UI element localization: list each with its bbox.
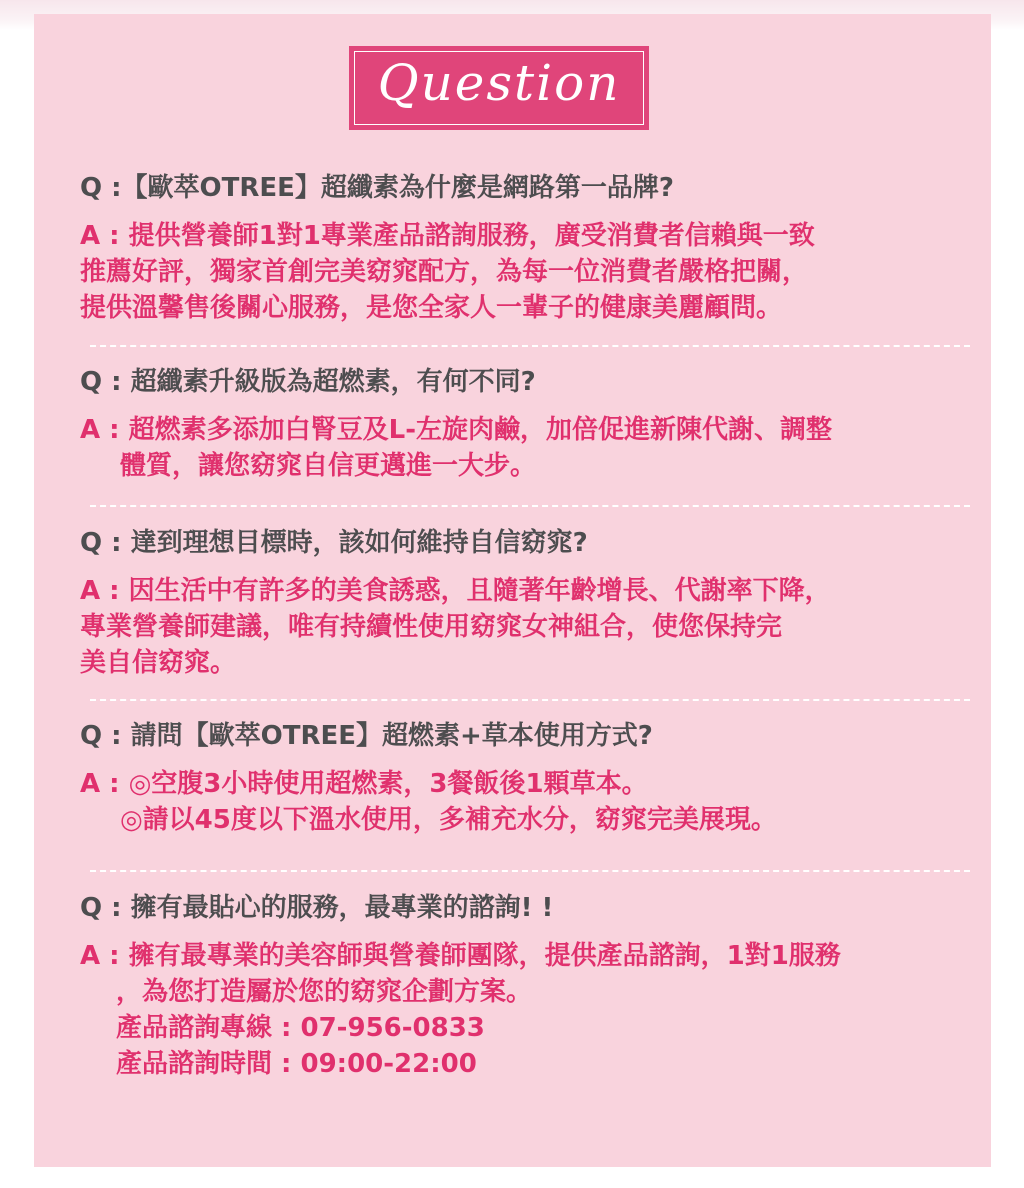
question-text: Q : 達到理想目標時，該如何維持自信窈窕? <box>80 528 588 558</box>
dashed-divider <box>90 699 970 701</box>
faq-item-4 <box>80 718 980 838</box>
answer-line: 體質，讓您窈窕自信更邁進一大步。 <box>120 451 537 481</box>
question-text: Q : 擁有最貼心的服務，最專業的諮詢! ! <box>80 893 554 923</box>
answer-line: 推薦好評，獨家首創完美窈窕配方，為每一位消費者嚴格把關， <box>80 257 809 287</box>
answer-line: A : 因生活中有許多的美食誘惑，且隨著年齡增長、代謝率下降， <box>80 576 831 606</box>
faq-item-2 <box>80 364 980 484</box>
question-title-badge <box>349 46 649 130</box>
question-text: Q : 超纖素升級版為超燃素，有何不同? <box>80 367 536 397</box>
service-hours-text: 產品諮詢時間 : 09:00-22:00 <box>116 1049 477 1079</box>
dashed-divider <box>90 345 970 347</box>
dashed-divider <box>90 870 970 872</box>
answer-line: A : 超燃素多添加白腎豆及L-左旋肉鹼，加倍促進新陳代謝、調整 <box>80 415 832 445</box>
answer-line: ，為您打造屬於您的窈窕企劃方案。 <box>116 977 533 1007</box>
answer-line: A : ◎空腹3小時使用超燃素，3餐飯後1顆草本。 <box>80 769 648 799</box>
faq-item-3 <box>80 525 980 681</box>
dashed-divider <box>90 505 970 507</box>
faq-item-5 <box>80 890 980 1082</box>
faq-item-1 <box>80 170 980 326</box>
answer-line: 提供溫馨售後關心服務，是您全家人一輩子的健康美麗顧問。 <box>80 293 783 323</box>
question-text: Q :【歐萃OTREE】超纖素為什麼是網路第一品牌? <box>80 173 675 203</box>
hotline-text: 產品諮詢專線 : 07-956-0833 <box>116 1013 485 1043</box>
answer-line: ◎請以45度以下溫水使用，多補充水分，窈窕完美展現。 <box>120 805 777 835</box>
answer-line: A : 擁有最專業的美容師與營養師團隊，提供產品諮詢，1對1服務 <box>80 941 841 971</box>
answer-line: A : 提供營養師1對1專業產品諮詢服務，廣受消費者信賴與一致 <box>80 221 815 251</box>
question-text: Q : 請問【歐萃OTREE】超燃素+草本使用方式? <box>80 721 653 751</box>
page-title: Question <box>377 54 621 112</box>
answer-line: 美自信窈窕。 <box>80 648 237 678</box>
answer-line: 專業營養師建議，唯有持續性使用窈窕女神組合，使您保持完 <box>80 612 783 642</box>
